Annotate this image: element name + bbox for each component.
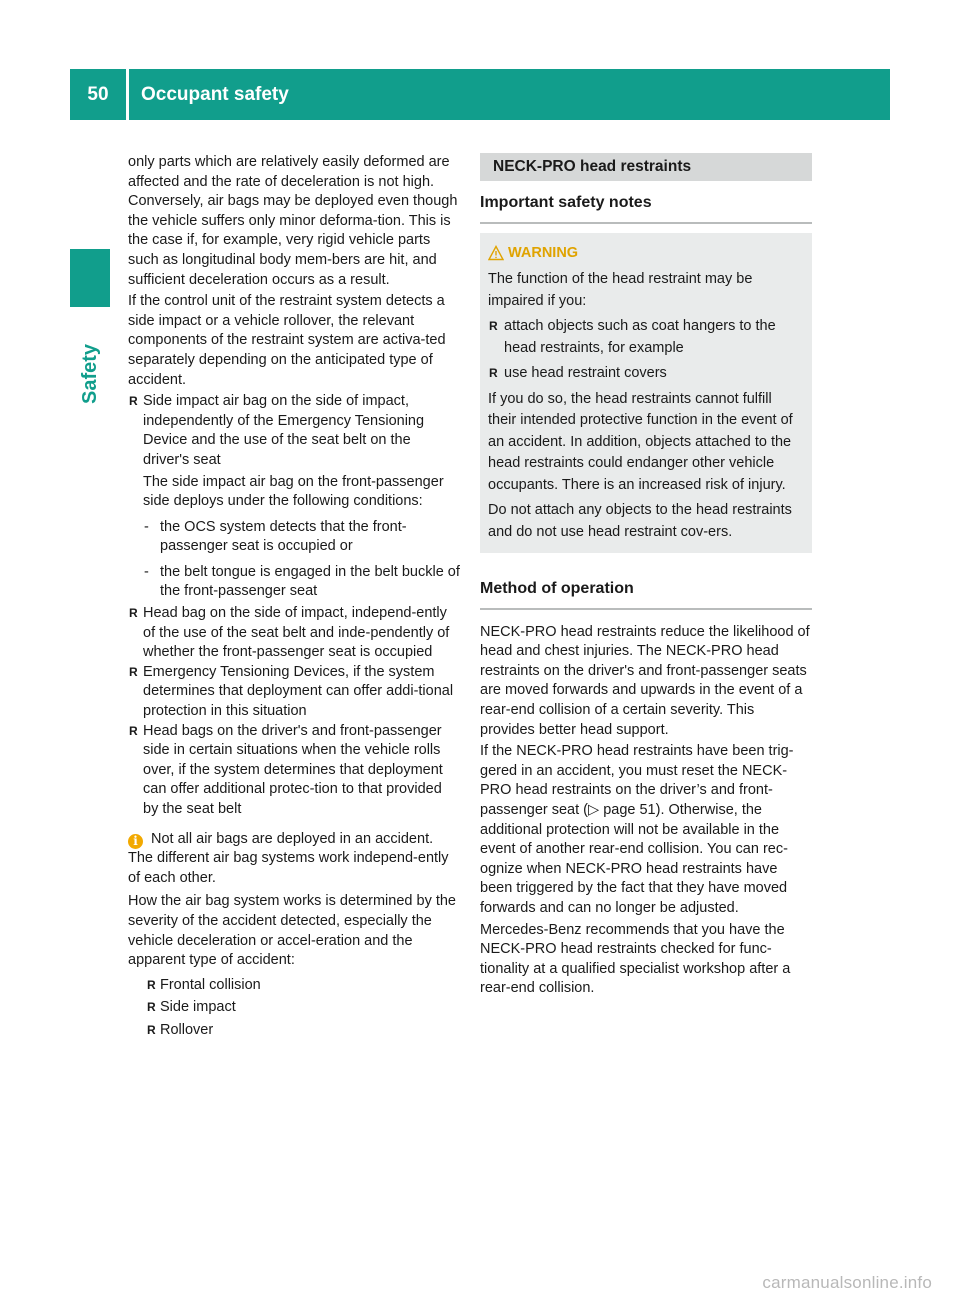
sub-list-item-text: the OCS system detects that the front-passenger seat is occupied or — [160, 518, 407, 555]
left-column — [128, 153, 460, 1041]
list-item — [128, 392, 460, 512]
paragraph: NECK-PRO head restraints reduce the likelihood of head and chest injuries. The NECK-PRO head restraints on the driver's and front-passenger seats are moved forwards and upwards in the event of a rear-end collision of a certain severity. This provides better head support. — [480, 623, 810, 738]
list-item: R Frontal collision — [128, 976, 460, 996]
warning-box — [480, 233, 812, 554]
page-number: 50 — [87, 84, 109, 105]
warning-paragraph: Do not attach any objects to the head restraints and do not use head restraint cov-ers. — [488, 502, 792, 540]
side-tab-marker — [70, 249, 110, 307]
dash-marker: - — [144, 563, 149, 580]
section-heading: NECK-PRO head restraints — [480, 153, 812, 181]
list-item — [128, 722, 460, 820]
paragraph — [480, 742, 812, 918]
watermark: carmanualsonline.info — [762, 1273, 932, 1292]
page-header — [70, 69, 890, 120]
page-reference-link[interactable]: ▷ page 51 — [588, 802, 656, 819]
subsection-heading: Important safety notes — [480, 193, 812, 224]
info-note-text-2: How the air bag system works is determined by the severity of the accident detected, especially the vehicle deceleration or accel-eration and the apparent type of accident: — [128, 893, 456, 969]
paragraph-text: ). Otherwise, the additional protection will not be available in the event of another rear-end collision. You can rec-ognize when NECK-PRO head restraints have been triggered by the fact that they have moved forwards and can no longer be adjusted. — [480, 802, 788, 916]
subsection-heading: Method of operation — [480, 579, 812, 610]
sub-list-item — [128, 563, 460, 602]
warning-title — [488, 243, 802, 265]
warning-intro: The function of the head restraint may be impaired if you: — [488, 271, 753, 309]
list-item: R use head restraint covers — [488, 363, 802, 385]
list-item-text: R Emergency Tensioning Devices, if the system determines that deployment can offer addi-tional protection in this situation — [143, 663, 454, 720]
list-item: R Side impact — [128, 998, 460, 1018]
list-item — [128, 604, 460, 663]
list-item: R Rollover — [128, 1021, 460, 1041]
sub-list-item-text: the belt tongue is engaged in the belt buckle of the front-passenger seat — [160, 563, 460, 600]
header-divider — [126, 69, 129, 120]
chapter-title: Occupant safety — [141, 84, 289, 105]
warning-icon — [488, 245, 504, 261]
list-item-text: R Head bags on the driver's and front-passenger side in certain situations when the vehicle rolls over, if the system determines that deployment can offer additional protec-tion to that provided by the seat belt — [143, 722, 443, 817]
side-tab-label: Safety — [79, 343, 101, 404]
info-icon: i — [128, 834, 143, 849]
right-column — [480, 153, 812, 999]
list-item: R attach objects such as coat hangers to the head restraints, for example — [488, 316, 802, 359]
list-item-subtext: The side impact air bag on the front-passenger side deploys under the following conditions: — [143, 473, 444, 510]
paragraph: Mercedes-Benz recommends that you have the NECK-PRO head restraints checked for func-tionality at a qualified specialist workshop after a rear-end collision. — [480, 921, 791, 997]
list-item-text: R Side impact air bag on the side of impact, independently of the Emergency Tensioning Device and the use of the seat belt on the driver's seat — [143, 393, 425, 468]
paragraph: If the control unit of the restraint system detects a side impact or a vehicle rollover, the relevant components of the restraint system are activa-ted separately depending on the anticipated type of accident. — [128, 293, 446, 388]
paragraph: only parts which are relatively easily deformed are affected and the rate of deceleration is not high. Conversely, air bags may be deployed even though the vehicle suffers only minor deforma-tion. This is the case if, for example, very rigid vehicle parts such as longitudinal body mem-bers are hit, and sufficient deceleration occurs as a result. — [128, 154, 458, 288]
sub-list-item — [128, 518, 460, 557]
info-note-text — [128, 830, 460, 889]
warning-title-text: WARNING — [508, 244, 579, 261]
paragraph-text: If the NECK-PRO head restraints have been trig-gered in an accident, you must reset the NECK-PRO head restraints on the driver’s and front-passenger seat ( — [480, 743, 794, 819]
info-note-line: Not all air bags are deployed in an accident. The different air bag systems work independ-ently of each other. — [128, 830, 449, 886]
warning-paragraph: If you do so, the head restraints cannot fulfill their intended protective function in the event of an accident. In addition, objects attached to the head restraints could endanger other vehicle occupants. There is an increased risk of injury. — [488, 390, 793, 493]
info-note — [128, 830, 460, 1041]
list-item-text: R Head bag on the side of impact, independ-ently of the use of the seat belt and inde-pendently of whether the front-passenger seat is occupied — [143, 605, 450, 661]
list-item — [128, 663, 460, 722]
dash-marker: - — [144, 518, 149, 535]
